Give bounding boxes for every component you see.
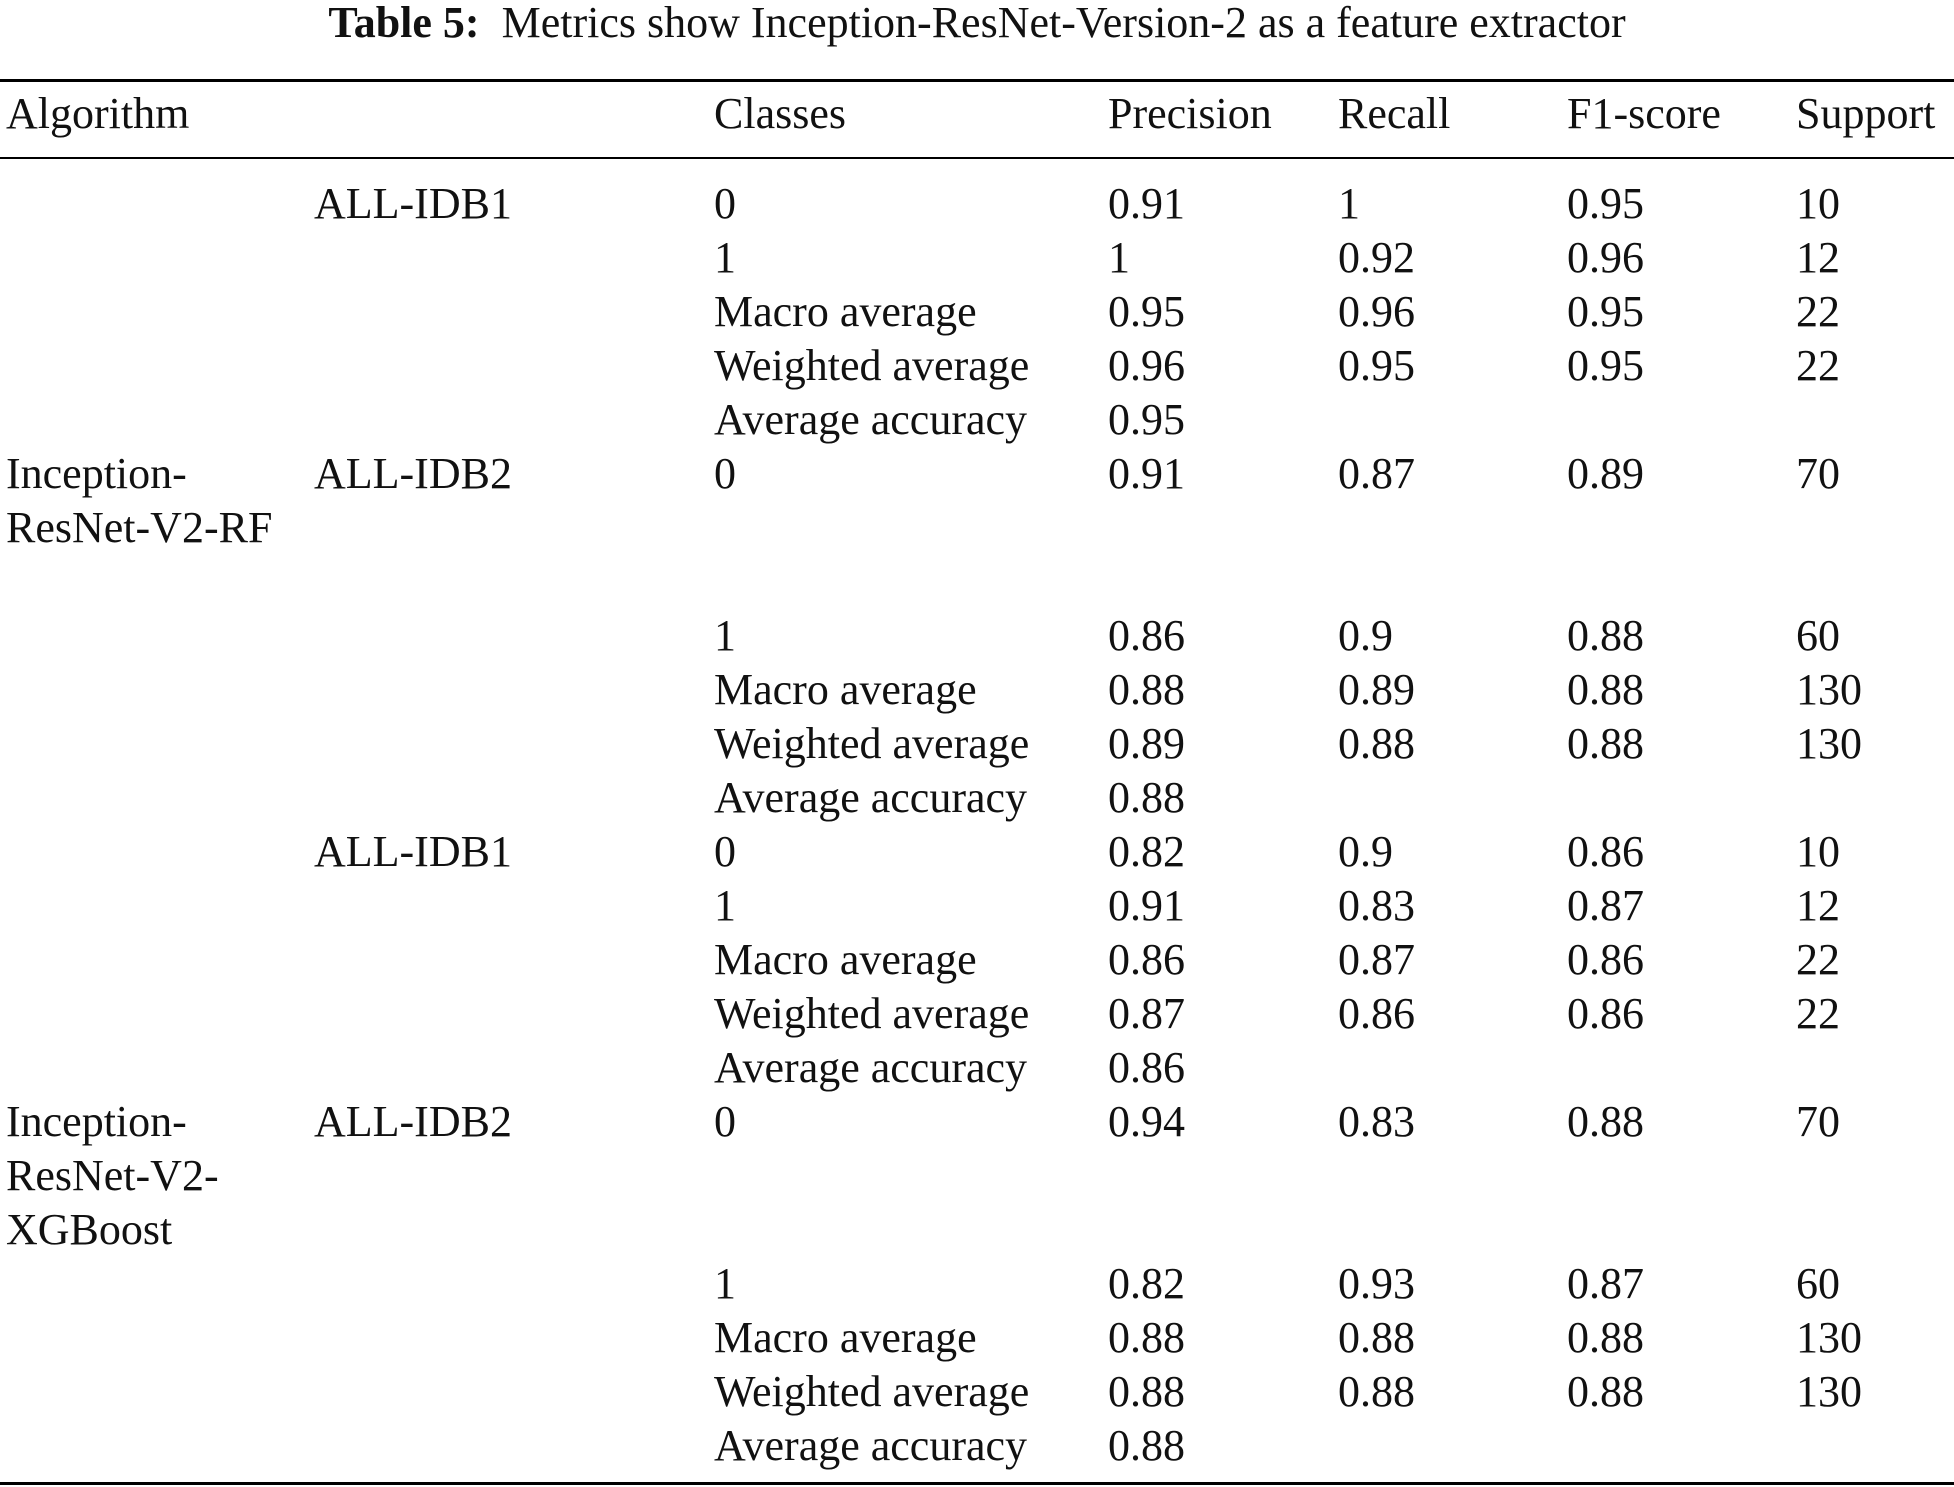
support-cell: 130 bbox=[1796, 1313, 1862, 1362]
table-row bbox=[0, 987, 1954, 1041]
support-cell: 70 bbox=[1796, 1097, 1840, 1146]
support-cell: 22 bbox=[1796, 935, 1840, 984]
dataset-cell bbox=[308, 393, 708, 447]
algorithm-cell bbox=[0, 231, 308, 285]
recall-cell: 0.88 bbox=[1338, 1313, 1415, 1362]
precision-cell: 0.87 bbox=[1108, 989, 1185, 1038]
recall-cell: 0.83 bbox=[1338, 881, 1415, 930]
recall-cell: 0.88 bbox=[1338, 719, 1415, 768]
dataset-cell bbox=[308, 933, 708, 987]
header-dataset bbox=[308, 82, 708, 157]
class-cell: 0 bbox=[714, 449, 736, 498]
class-cell: Macro average bbox=[714, 665, 977, 714]
support-cell: 60 bbox=[1796, 611, 1840, 660]
support-cell bbox=[1790, 1041, 1954, 1095]
class-cell: Weighted average bbox=[714, 1367, 1030, 1416]
bottom-rule bbox=[0, 1482, 1954, 1485]
table-row bbox=[0, 1311, 1954, 1365]
dataset-cell: ALL-IDB2 bbox=[314, 1097, 512, 1146]
precision-cell: 0.88 bbox=[1108, 1367, 1185, 1416]
recall-cell: 0.87 bbox=[1338, 935, 1415, 984]
recall-cell bbox=[1332, 393, 1561, 447]
recall-cell: 0.96 bbox=[1338, 287, 1415, 336]
recall-cell bbox=[1332, 1041, 1561, 1095]
algorithm-cell bbox=[0, 825, 308, 879]
support-cell: 22 bbox=[1796, 989, 1840, 1038]
class-cell: Macro average bbox=[714, 1313, 977, 1362]
f1-score-cell: 0.89 bbox=[1567, 449, 1644, 498]
table-row bbox=[0, 1419, 1954, 1473]
f1-score-cell: 0.88 bbox=[1567, 665, 1644, 714]
algorithm-cell bbox=[0, 987, 308, 1041]
table-row bbox=[0, 393, 1954, 447]
table-row bbox=[0, 1365, 1954, 1419]
f1-score-cell: 0.88 bbox=[1567, 1097, 1644, 1146]
algorithm-cell bbox=[0, 879, 308, 933]
algorithm-cell bbox=[0, 339, 308, 393]
table-row bbox=[0, 285, 1954, 339]
f1-score-cell: 0.96 bbox=[1567, 233, 1644, 282]
recall-cell: 0.87 bbox=[1338, 449, 1415, 498]
recall-cell bbox=[1332, 771, 1561, 825]
dataset-cell bbox=[308, 717, 708, 771]
table-row bbox=[0, 1041, 1954, 1095]
recall-cell: 1 bbox=[1338, 179, 1360, 228]
header-recall: Recall bbox=[1338, 89, 1451, 138]
class-cell: 0 bbox=[714, 179, 736, 228]
f1-score-cell bbox=[1561, 1041, 1790, 1095]
support-cell bbox=[1790, 771, 1954, 825]
dataset-cell: ALL-IDB2 bbox=[314, 449, 512, 498]
support-cell: 22 bbox=[1796, 341, 1840, 390]
precision-cell: 0.86 bbox=[1108, 935, 1185, 984]
support-cell: 22 bbox=[1796, 287, 1840, 336]
table-header bbox=[0, 82, 1954, 157]
recall-cell: 0.92 bbox=[1338, 233, 1415, 282]
support-cell: 10 bbox=[1796, 827, 1840, 876]
dataset-cell bbox=[308, 1257, 708, 1311]
class-cell: Macro average bbox=[714, 287, 977, 336]
f1-score-cell: 0.86 bbox=[1567, 827, 1644, 876]
precision-cell: 0.89 bbox=[1108, 719, 1185, 768]
dataset-cell bbox=[308, 1311, 708, 1365]
table-row bbox=[0, 609, 1954, 663]
f1-score-cell: 0.88 bbox=[1567, 611, 1644, 660]
support-cell: 130 bbox=[1796, 1367, 1862, 1416]
table-row bbox=[0, 1257, 1954, 1311]
precision-cell: 0.88 bbox=[1108, 773, 1185, 822]
class-cell: Average accuracy bbox=[714, 773, 1028, 822]
class-cell: Average accuracy bbox=[714, 395, 1028, 444]
algorithm-cell bbox=[0, 1365, 308, 1419]
f1-score-cell: 0.88 bbox=[1567, 719, 1644, 768]
precision-cell: 0.91 bbox=[1108, 179, 1185, 228]
table-body bbox=[0, 157, 1954, 1473]
algorithm-cell bbox=[0, 157, 308, 231]
header-row bbox=[0, 82, 1954, 157]
algorithm-cell bbox=[0, 1257, 308, 1311]
header-algorithm: Algorithm bbox=[6, 89, 190, 138]
f1-score-cell bbox=[1561, 393, 1790, 447]
table-row bbox=[0, 339, 1954, 393]
algorithm-cell bbox=[0, 1041, 308, 1095]
dataset-cell bbox=[308, 609, 708, 663]
dataset-cell bbox=[308, 663, 708, 717]
support-cell: 130 bbox=[1796, 665, 1862, 714]
table-row bbox=[0, 879, 1954, 933]
table-caption bbox=[0, 0, 1954, 46]
table-row bbox=[0, 663, 1954, 717]
algorithm-cell bbox=[0, 609, 308, 663]
class-cell: Weighted average bbox=[714, 719, 1030, 768]
class-cell: Weighted average bbox=[714, 989, 1030, 1038]
precision-cell: 0.82 bbox=[1108, 1259, 1185, 1308]
f1-score-cell: 0.87 bbox=[1567, 1259, 1644, 1308]
table-row bbox=[0, 447, 1954, 609]
dataset-cell bbox=[308, 231, 708, 285]
precision-cell: 0.88 bbox=[1108, 665, 1185, 714]
table-row bbox=[0, 231, 1954, 285]
class-cell: Average accuracy bbox=[714, 1421, 1028, 1470]
f1-score-cell: 0.95 bbox=[1567, 341, 1644, 390]
header-support: Support bbox=[1796, 89, 1936, 138]
f1-score-cell: 0.86 bbox=[1567, 989, 1644, 1038]
dataset-cell: ALL-IDB1 bbox=[314, 827, 512, 876]
algorithm-cell bbox=[0, 717, 308, 771]
dataset-cell bbox=[308, 1419, 708, 1473]
precision-cell: 0.95 bbox=[1108, 395, 1185, 444]
class-cell: 1 bbox=[714, 611, 736, 660]
f1-score-cell bbox=[1561, 1419, 1790, 1473]
algorithm-cell: Inception-ResNet-V2-XGBoost bbox=[6, 1097, 219, 1254]
precision-cell: 0.94 bbox=[1108, 1097, 1185, 1146]
recall-cell: 0.95 bbox=[1338, 341, 1415, 390]
class-cell: 1 bbox=[714, 881, 736, 930]
support-cell: 60 bbox=[1796, 1259, 1840, 1308]
recall-cell: 0.88 bbox=[1338, 1367, 1415, 1416]
precision-cell: 0.96 bbox=[1108, 341, 1185, 390]
support-cell bbox=[1790, 1419, 1954, 1473]
table-row bbox=[0, 1095, 1954, 1257]
class-cell: 0 bbox=[714, 827, 736, 876]
dataset-cell bbox=[308, 879, 708, 933]
dataset-cell bbox=[308, 1365, 708, 1419]
algorithm-cell bbox=[0, 771, 308, 825]
f1-score-cell: 0.95 bbox=[1567, 287, 1644, 336]
f1-score-cell: 0.87 bbox=[1567, 881, 1644, 930]
precision-cell: 0.91 bbox=[1108, 881, 1185, 930]
algorithm-cell bbox=[0, 285, 308, 339]
support-cell bbox=[1790, 393, 1954, 447]
support-cell: 12 bbox=[1796, 881, 1840, 930]
precision-cell: 0.91 bbox=[1108, 449, 1185, 498]
precision-cell: 0.86 bbox=[1108, 611, 1185, 660]
recall-cell: 0.9 bbox=[1338, 611, 1393, 660]
algorithm-cell bbox=[0, 1419, 308, 1473]
recall-cell: 0.83 bbox=[1338, 1097, 1415, 1146]
table-row bbox=[0, 717, 1954, 771]
algorithm-cell bbox=[0, 1311, 308, 1365]
precision-cell: 1 bbox=[1108, 233, 1130, 282]
dataset-cell bbox=[308, 771, 708, 825]
precision-cell: 0.86 bbox=[1108, 1043, 1185, 1092]
precision-cell: 0.88 bbox=[1108, 1421, 1185, 1470]
f1-score-cell: 0.88 bbox=[1567, 1367, 1644, 1416]
support-cell: 70 bbox=[1796, 449, 1840, 498]
table-row bbox=[0, 771, 1954, 825]
algorithm-cell bbox=[0, 663, 308, 717]
support-cell: 130 bbox=[1796, 719, 1862, 768]
f1-score-cell: 0.95 bbox=[1567, 179, 1644, 228]
header-precision: Precision bbox=[1108, 89, 1272, 138]
f1-score-cell: 0.86 bbox=[1567, 935, 1644, 984]
dataset-cell bbox=[308, 1041, 708, 1095]
recall-cell: 0.86 bbox=[1338, 989, 1415, 1038]
recall-cell: 0.9 bbox=[1338, 827, 1393, 876]
table-row bbox=[0, 825, 1954, 879]
dataset-cell bbox=[308, 285, 708, 339]
recall-cell: 0.93 bbox=[1338, 1259, 1415, 1308]
class-cell: Weighted average bbox=[714, 341, 1030, 390]
support-cell: 12 bbox=[1796, 233, 1840, 282]
header-classes: Classes bbox=[714, 89, 846, 138]
class-cell: 0 bbox=[714, 1097, 736, 1146]
class-cell: 1 bbox=[714, 233, 736, 282]
metrics-table bbox=[0, 82, 1954, 1473]
f1-score-cell: 0.88 bbox=[1567, 1313, 1644, 1362]
dataset-cell: ALL-IDB1 bbox=[314, 179, 512, 228]
support-cell: 10 bbox=[1796, 179, 1840, 228]
class-cell: 1 bbox=[714, 1259, 736, 1308]
caption-text: Metrics show Inception-ResNet-Version-2 as a feature extractor bbox=[501, 0, 1626, 47]
class-cell: Average accuracy bbox=[714, 1043, 1028, 1092]
algorithm-cell bbox=[0, 393, 308, 447]
class-cell: Macro average bbox=[714, 935, 977, 984]
precision-cell: 0.95 bbox=[1108, 287, 1185, 336]
table-row bbox=[0, 933, 1954, 987]
recall-cell: 0.89 bbox=[1338, 665, 1415, 714]
dataset-cell bbox=[308, 339, 708, 393]
header-f1-score: F1-score bbox=[1567, 89, 1721, 138]
dataset-cell bbox=[308, 987, 708, 1041]
algorithm-cell: Inception-ResNet-V2-RF bbox=[6, 449, 273, 552]
table-row bbox=[0, 157, 1954, 231]
precision-cell: 0.82 bbox=[1108, 827, 1185, 876]
precision-cell: 0.88 bbox=[1108, 1313, 1185, 1362]
f1-score-cell bbox=[1561, 771, 1790, 825]
algorithm-cell bbox=[0, 933, 308, 987]
recall-cell bbox=[1332, 1419, 1561, 1473]
caption-label: Table 5: bbox=[328, 0, 480, 47]
